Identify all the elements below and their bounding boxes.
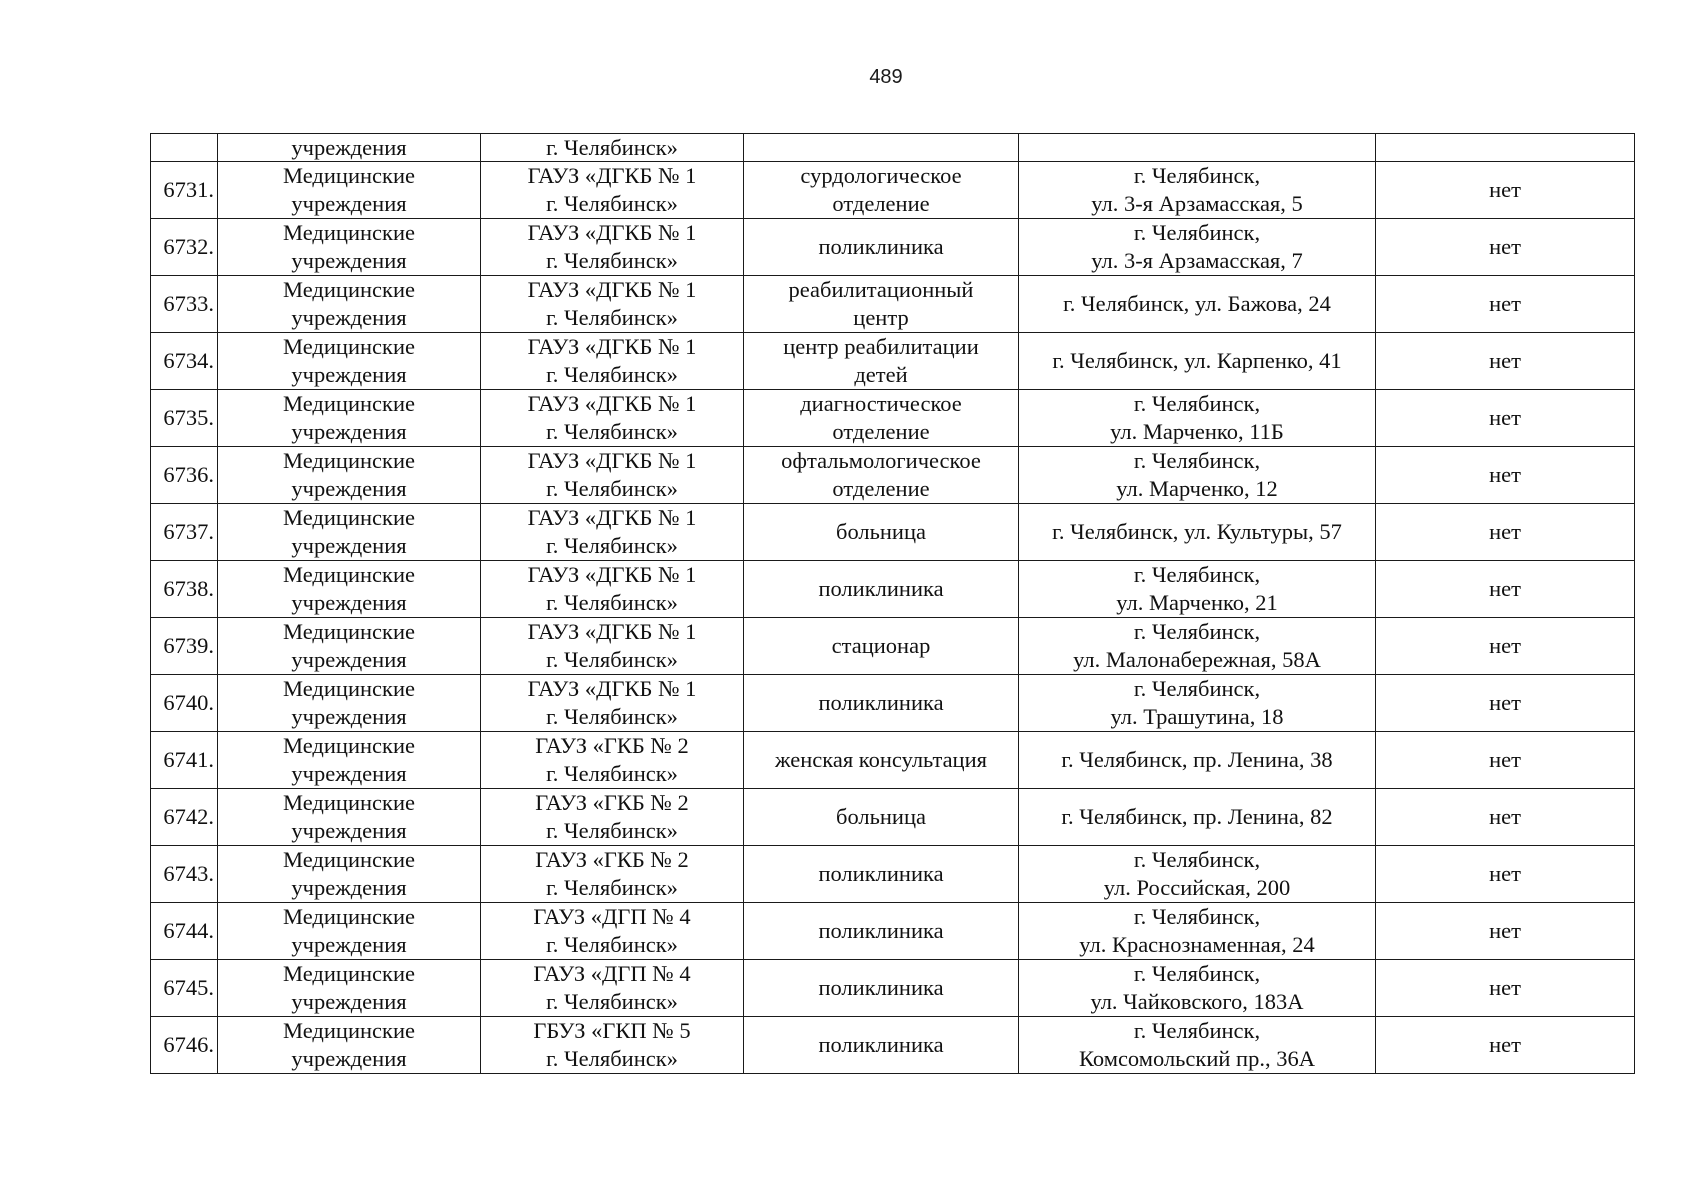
category-line: Медицинские bbox=[283, 733, 415, 758]
address-line: Комсомольский пр., 36А bbox=[1079, 1046, 1315, 1071]
address-line: г. Челябинск, ул. Культуры, 57 bbox=[1052, 519, 1342, 544]
category-cell bbox=[218, 846, 481, 903]
category-cell bbox=[218, 732, 481, 789]
category-line: учреждения bbox=[291, 419, 407, 444]
address-cell bbox=[1019, 618, 1376, 675]
facility-cell bbox=[744, 846, 1019, 903]
organization-line: ГАУЗ «ГКБ № 2 bbox=[535, 733, 689, 758]
facility-line: поликлиника bbox=[818, 861, 944, 886]
organization-cell bbox=[481, 789, 744, 846]
table-row bbox=[151, 903, 1635, 960]
organization-line: ГАУЗ «ДГКБ № 1 bbox=[527, 505, 697, 530]
organization-cell bbox=[481, 732, 744, 789]
status-cell: нет bbox=[1376, 276, 1635, 333]
status-cell: нет bbox=[1376, 219, 1635, 276]
address-line: г. Челябинск, bbox=[1133, 847, 1261, 872]
organization-line: г. Челябинск» bbox=[546, 305, 678, 330]
category-line: учреждения bbox=[291, 305, 407, 330]
facility-line: больница bbox=[836, 804, 926, 829]
category-cell bbox=[218, 219, 481, 276]
row-number-cell: 6734. bbox=[151, 333, 218, 390]
facility-line: поликлиника bbox=[818, 975, 944, 1000]
row-number-cell: 6736. bbox=[151, 447, 218, 504]
category-line: учреждения bbox=[291, 191, 407, 216]
address-cell bbox=[1019, 333, 1376, 390]
table-row bbox=[151, 960, 1635, 1017]
organization-cell bbox=[481, 447, 744, 504]
address-line: г. Челябинск, bbox=[1133, 1018, 1261, 1043]
address-line: ул. Чайковского, 183А bbox=[1090, 989, 1304, 1014]
table-row bbox=[151, 447, 1635, 504]
category-line: учреждения bbox=[291, 704, 407, 729]
facility-line: стационар bbox=[831, 633, 931, 658]
table-row bbox=[151, 162, 1635, 219]
facility-line: детей bbox=[854, 362, 908, 387]
address-line: ул. Трашутина, 18 bbox=[1110, 704, 1284, 729]
status-cell: нет bbox=[1376, 390, 1635, 447]
organization-line: г. Челябинск» bbox=[546, 476, 678, 501]
row-number-cell: 6735. bbox=[151, 390, 218, 447]
organization-cell bbox=[481, 618, 744, 675]
row-number-cell: 6742. bbox=[151, 789, 218, 846]
facility-line: отделение bbox=[832, 191, 930, 216]
category-line: Медицинские bbox=[283, 163, 415, 188]
category-line: Медицинские bbox=[283, 790, 415, 815]
category-line: учреждения bbox=[291, 362, 407, 387]
organization-line: г. Челябинск» bbox=[546, 1046, 678, 1071]
facility-cell bbox=[744, 504, 1019, 561]
continuation-address-cell bbox=[1019, 134, 1376, 162]
category-cell bbox=[218, 618, 481, 675]
row-number-cell: 6740. bbox=[151, 675, 218, 732]
address-cell bbox=[1019, 1017, 1376, 1074]
address-line: ул. Краснознаменная, 24 bbox=[1079, 932, 1315, 957]
facility-cell bbox=[744, 618, 1019, 675]
facility-cell bbox=[744, 1017, 1019, 1074]
address-line: г. Челябинск, ул. Бажова, 24 bbox=[1063, 291, 1331, 316]
category-line: Медицинские bbox=[283, 277, 415, 302]
row-number-cell: 6732. bbox=[151, 219, 218, 276]
status-cell: нет bbox=[1376, 162, 1635, 219]
category-line: Медицинские bbox=[283, 505, 415, 530]
address-line: ул. 3-я Арзамасская, 7 bbox=[1091, 248, 1303, 273]
organization-line: г. Челябинск» bbox=[546, 362, 678, 387]
table-row bbox=[151, 1017, 1635, 1074]
organization-cell bbox=[481, 333, 744, 390]
category-line: Медицинские bbox=[283, 1018, 415, 1043]
organization-line: г. Челябинск» bbox=[546, 761, 678, 786]
category-cell bbox=[218, 1017, 481, 1074]
facility-line: диагностическое bbox=[800, 391, 962, 416]
address-cell bbox=[1019, 846, 1376, 903]
category-line: учреждения bbox=[291, 1046, 407, 1071]
category-line: Медицинские bbox=[283, 334, 415, 359]
continuation-number-cell bbox=[151, 134, 218, 162]
organization-cell bbox=[481, 390, 744, 447]
row-number-cell: 6739. bbox=[151, 618, 218, 675]
organization-line: ГАУЗ «ДГКБ № 1 bbox=[527, 562, 697, 587]
address-line: ул. Малонабережная, 58А bbox=[1073, 647, 1321, 672]
organization-cell bbox=[481, 675, 744, 732]
facility-line: центр реабилитации bbox=[783, 334, 979, 359]
status-cell: нет bbox=[1376, 789, 1635, 846]
address-cell bbox=[1019, 960, 1376, 1017]
address-cell bbox=[1019, 162, 1376, 219]
status-cell: нет bbox=[1376, 561, 1635, 618]
organization-line: ГАУЗ «ГКБ № 2 bbox=[535, 790, 689, 815]
organization-line: г. Челябинск» bbox=[546, 533, 678, 558]
facility-line: поликлиника bbox=[818, 1032, 944, 1057]
address-line: ул. 3-я Арзамасская, 5 bbox=[1091, 191, 1303, 216]
facility-cell bbox=[744, 447, 1019, 504]
status-cell: нет bbox=[1376, 903, 1635, 960]
organization-cell bbox=[481, 219, 744, 276]
facility-cell bbox=[744, 276, 1019, 333]
address-cell bbox=[1019, 675, 1376, 732]
category-cell bbox=[218, 390, 481, 447]
organization-line: ГАУЗ «ДГКБ № 1 bbox=[527, 277, 697, 302]
status-cell: нет bbox=[1376, 846, 1635, 903]
organization-line: г. Челябинск» bbox=[546, 191, 678, 216]
facility-line: поликлиника bbox=[818, 690, 944, 715]
organization-cell bbox=[481, 960, 744, 1017]
category-cell bbox=[218, 903, 481, 960]
address-line: г. Челябинск, bbox=[1133, 562, 1261, 587]
table-row bbox=[151, 333, 1635, 390]
row-number-cell: 6745. bbox=[151, 960, 218, 1017]
address-line: г. Челябинск, ул. Карпенко, 41 bbox=[1052, 348, 1342, 373]
row-number-cell: 6743. bbox=[151, 846, 218, 903]
category-line: учреждения bbox=[291, 647, 407, 672]
address-cell bbox=[1019, 219, 1376, 276]
organization-line: г. Челябинск» bbox=[546, 704, 678, 729]
facility-line: отделение bbox=[832, 419, 930, 444]
status-cell: нет bbox=[1376, 333, 1635, 390]
address-line: ул. Марченко, 12 bbox=[1116, 476, 1278, 501]
table-row bbox=[151, 789, 1635, 846]
category-line: учреждения bbox=[291, 875, 407, 900]
category-line: Медицинские bbox=[283, 676, 415, 701]
row-number-cell: 6738. bbox=[151, 561, 218, 618]
category-cell bbox=[218, 675, 481, 732]
address-line: г. Челябинск, bbox=[1133, 220, 1261, 245]
address-cell bbox=[1019, 561, 1376, 618]
facility-line: сурдологическое bbox=[800, 163, 962, 188]
category-cell bbox=[218, 447, 481, 504]
continuation-organization-cell: г. Челябинск» bbox=[481, 134, 744, 162]
category-line: учреждения bbox=[291, 989, 407, 1014]
address-line: г. Челябинск, bbox=[1133, 163, 1261, 188]
address-line: ул. Марченко, 21 bbox=[1116, 590, 1278, 615]
facility-cell bbox=[744, 333, 1019, 390]
address-cell bbox=[1019, 447, 1376, 504]
row-number-cell: 6733. bbox=[151, 276, 218, 333]
category-cell bbox=[218, 333, 481, 390]
organization-line: ГАУЗ «ДГП № 4 bbox=[533, 904, 691, 929]
table-row bbox=[151, 219, 1635, 276]
facility-line: отделение bbox=[832, 476, 930, 501]
facility-line: офтальмологическое bbox=[781, 448, 981, 473]
address-cell bbox=[1019, 789, 1376, 846]
organization-line: ГАУЗ «ДГКБ № 1 bbox=[527, 676, 697, 701]
organization-cell bbox=[481, 561, 744, 618]
facility-cell bbox=[744, 675, 1019, 732]
table-row bbox=[151, 276, 1635, 333]
table-row bbox=[151, 675, 1635, 732]
address-line: г. Челябинск, пр. Ленина, 82 bbox=[1061, 804, 1333, 829]
organization-cell bbox=[481, 162, 744, 219]
organization-line: ГАУЗ «ДГКБ № 1 bbox=[527, 619, 697, 644]
category-line: Медицинские bbox=[283, 904, 415, 929]
facility-cell bbox=[744, 219, 1019, 276]
row-number-cell: 6737. bbox=[151, 504, 218, 561]
address-cell bbox=[1019, 276, 1376, 333]
facility-line: женская консультация bbox=[774, 747, 987, 772]
category-line: учреждения bbox=[291, 761, 407, 786]
category-line: Медицинские bbox=[283, 619, 415, 644]
category-line: Медицинские bbox=[283, 220, 415, 245]
category-line: учреждения bbox=[291, 932, 407, 957]
facility-line: больница bbox=[836, 519, 926, 544]
registry-table bbox=[150, 133, 1635, 1074]
address-line: г. Челябинск, bbox=[1133, 619, 1261, 644]
facility-line: поликлиника bbox=[818, 576, 944, 601]
organization-line: ГАУЗ «ГКБ № 2 bbox=[535, 847, 689, 872]
organization-line: ГАУЗ «ДГКБ № 1 bbox=[527, 448, 697, 473]
address-line: г. Челябинск, bbox=[1133, 904, 1261, 929]
organization-cell bbox=[481, 846, 744, 903]
organization-line: ГАУЗ «ДГП № 4 bbox=[533, 961, 691, 986]
category-line: Медицинские bbox=[283, 961, 415, 986]
organization-line: ГАУЗ «ДГКБ № 1 bbox=[527, 391, 697, 416]
facility-cell bbox=[744, 162, 1019, 219]
table-row bbox=[151, 618, 1635, 675]
table-row bbox=[151, 561, 1635, 618]
organization-cell bbox=[481, 504, 744, 561]
category-line: учреждения bbox=[291, 590, 407, 615]
status-cell: нет bbox=[1376, 1017, 1635, 1074]
organization-cell bbox=[481, 1017, 744, 1074]
facility-cell bbox=[744, 390, 1019, 447]
facility-cell bbox=[744, 561, 1019, 618]
address-cell bbox=[1019, 732, 1376, 789]
registry-table-body bbox=[151, 134, 1635, 1074]
organization-line: г. Челябинск» bbox=[546, 818, 678, 843]
organization-line: ГБУЗ «ГКП № 5 bbox=[533, 1018, 691, 1043]
facility-cell bbox=[744, 732, 1019, 789]
organization-line: г. Челябинск» bbox=[546, 875, 678, 900]
address-line: г. Челябинск, пр. Ленина, 38 bbox=[1061, 747, 1333, 772]
category-cell bbox=[218, 504, 481, 561]
row-number-cell: 6731. bbox=[151, 162, 218, 219]
address-line: ул. Марченко, 11Б bbox=[1110, 419, 1284, 444]
facility-line: поликлиника bbox=[818, 918, 944, 943]
status-cell: нет bbox=[1376, 960, 1635, 1017]
category-cell bbox=[218, 789, 481, 846]
facility-cell bbox=[744, 789, 1019, 846]
status-cell: нет bbox=[1376, 618, 1635, 675]
table-row bbox=[151, 390, 1635, 447]
organization-cell bbox=[481, 276, 744, 333]
address-line: ул. Российская, 200 bbox=[1103, 875, 1291, 900]
organization-line: г. Челябинск» bbox=[546, 989, 678, 1014]
status-cell: нет bbox=[1376, 675, 1635, 732]
organization-cell bbox=[481, 903, 744, 960]
continuation-status-cell bbox=[1376, 134, 1635, 162]
address-cell bbox=[1019, 390, 1376, 447]
row-number-cell: 6746. bbox=[151, 1017, 218, 1074]
address-line: г. Челябинск, bbox=[1133, 391, 1261, 416]
organization-line: г. Челябинск» bbox=[546, 647, 678, 672]
continuation-row bbox=[151, 134, 1635, 162]
organization-line: г. Челябинск» bbox=[546, 590, 678, 615]
table-row bbox=[151, 846, 1635, 903]
facility-cell bbox=[744, 903, 1019, 960]
facility-cell bbox=[744, 960, 1019, 1017]
category-cell bbox=[218, 960, 481, 1017]
category-cell bbox=[218, 561, 481, 618]
status-cell: нет bbox=[1376, 732, 1635, 789]
category-line: Медицинские bbox=[283, 391, 415, 416]
row-number-cell: 6744. bbox=[151, 903, 218, 960]
category-line: учреждения bbox=[291, 533, 407, 558]
organization-line: ГАУЗ «ДГКБ № 1 bbox=[527, 334, 697, 359]
row-number-cell: 6741. bbox=[151, 732, 218, 789]
facility-line: поликлиника bbox=[818, 234, 944, 259]
category-line: учреждения bbox=[291, 476, 407, 501]
continuation-category-cell: учреждения bbox=[218, 134, 481, 162]
continuation-facility-cell bbox=[744, 134, 1019, 162]
organization-line: г. Челябинск» bbox=[546, 932, 678, 957]
address-line: г. Челябинск, bbox=[1133, 448, 1261, 473]
page-number: 489 bbox=[869, 66, 903, 88]
category-line: Медицинские bbox=[283, 562, 415, 587]
facility-line: центр bbox=[853, 305, 909, 330]
category-cell bbox=[218, 162, 481, 219]
address-cell bbox=[1019, 903, 1376, 960]
organization-line: ГАУЗ «ДГКБ № 1 bbox=[527, 220, 697, 245]
status-cell: нет bbox=[1376, 447, 1635, 504]
category-cell bbox=[218, 276, 481, 333]
organization-line: г. Челябинск» bbox=[546, 248, 678, 273]
address-line: г. Челябинск, bbox=[1133, 676, 1261, 701]
address-cell bbox=[1019, 504, 1376, 561]
table-row bbox=[151, 504, 1635, 561]
category-line: Медицинские bbox=[283, 448, 415, 473]
status-cell: нет bbox=[1376, 504, 1635, 561]
table-row bbox=[151, 732, 1635, 789]
category-line: Медицинские bbox=[283, 847, 415, 872]
category-line: учреждения bbox=[291, 818, 407, 843]
organization-line: ГАУЗ «ДГКБ № 1 bbox=[527, 163, 697, 188]
address-line: г. Челябинск, bbox=[1133, 961, 1261, 986]
facility-line: реабилитационный bbox=[788, 277, 974, 302]
organization-line: г. Челябинск» bbox=[546, 419, 678, 444]
category-line: учреждения bbox=[291, 248, 407, 273]
